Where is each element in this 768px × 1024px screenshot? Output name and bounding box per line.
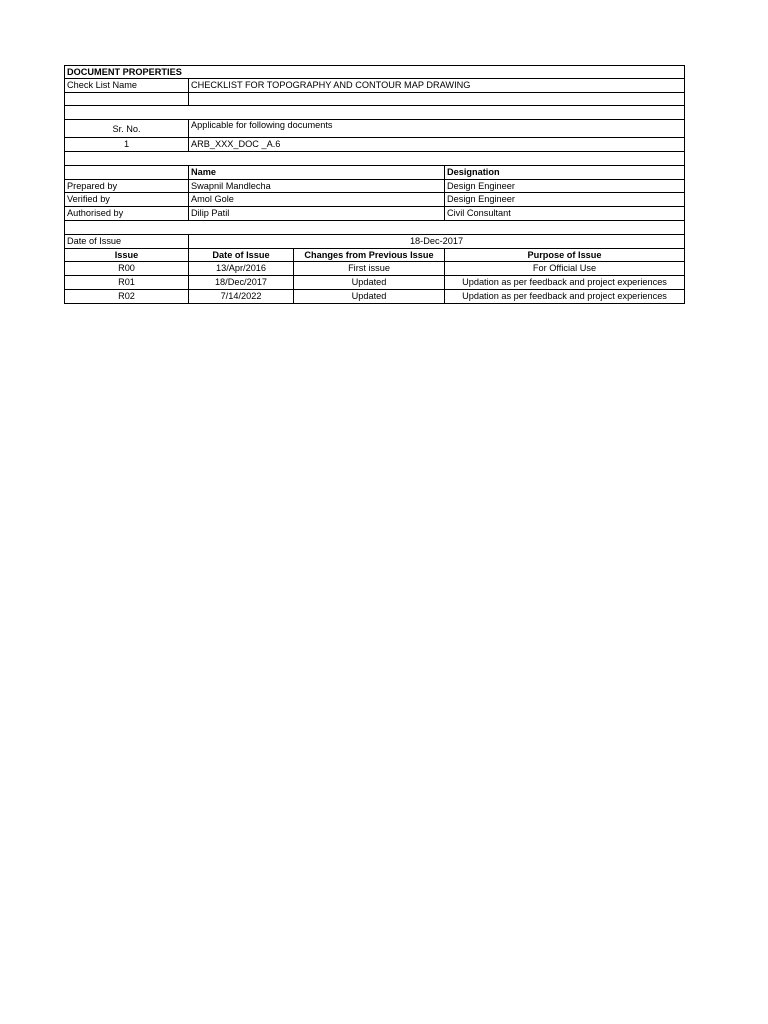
issue-changes: Updated bbox=[294, 290, 445, 304]
issue-header: Issue bbox=[64, 249, 189, 263]
issue-date: 13/Apr/2016 bbox=[189, 262, 294, 276]
spacer-cell bbox=[64, 152, 685, 166]
check-list-value: CHECKLIST FOR TOPOGRAPHY AND CONTOUR MAP DRAWING bbox=[189, 79, 685, 93]
issue-row bbox=[64, 290, 685, 304]
issue-changes: Updated bbox=[294, 276, 445, 290]
signatory-name: Dilip Patil bbox=[189, 207, 445, 221]
sr-no-label: Sr. No. bbox=[64, 120, 189, 138]
date-of-issue-row bbox=[64, 235, 685, 249]
document-code: ARB_XXX_DOC _A.6 bbox=[189, 138, 685, 152]
issue-purpose: Updation as per feedback and project experiences bbox=[445, 290, 685, 304]
signatory-designation: Design Engineer bbox=[445, 180, 685, 194]
issue-date: 18/Dec/2017 bbox=[189, 276, 294, 290]
signatory-role: Authorised by bbox=[64, 207, 189, 221]
blank-row bbox=[64, 93, 685, 107]
signatory-role: Verified by bbox=[64, 193, 189, 207]
purpose-header: Purpose of Issue bbox=[445, 249, 685, 263]
signatory-name: Amol Gole bbox=[189, 193, 445, 207]
issue-number: R00 bbox=[64, 262, 189, 276]
signatory-row bbox=[64, 193, 685, 207]
changes-header: Changes from Previous Issue bbox=[294, 249, 445, 263]
blank-cell bbox=[64, 93, 189, 107]
applicable-label: Applicable for following documents bbox=[189, 120, 685, 138]
signatory-row bbox=[64, 180, 685, 194]
spacer-row bbox=[64, 106, 685, 120]
spacer-cell bbox=[64, 106, 685, 120]
designation-header: Designation bbox=[445, 166, 685, 180]
issue-date-header: Date of Issue bbox=[189, 249, 294, 263]
spacer-cell bbox=[64, 221, 685, 235]
issue-changes: First issue bbox=[294, 262, 445, 276]
sr-no-value: 1 bbox=[64, 138, 189, 152]
signatory-designation: Design Engineer bbox=[445, 193, 685, 207]
issue-row bbox=[64, 262, 685, 276]
issue-number: R02 bbox=[64, 290, 189, 304]
sr-no-value-row bbox=[64, 138, 685, 152]
role-header-cell bbox=[64, 166, 189, 180]
signatories-header-row bbox=[64, 166, 685, 180]
issue-date: 7/14/2022 bbox=[189, 290, 294, 304]
check-list-row bbox=[64, 79, 685, 93]
issue-row bbox=[64, 276, 685, 290]
document-properties-heading: DOCUMENT PROPERTIES bbox=[64, 65, 685, 79]
spacer-row bbox=[64, 152, 685, 166]
issue-purpose: For Official Use bbox=[445, 262, 685, 276]
spacer-row bbox=[64, 221, 685, 235]
issue-purpose: Updation as per feedback and project experiences bbox=[445, 276, 685, 290]
signatory-row bbox=[64, 207, 685, 221]
heading-row bbox=[64, 65, 685, 79]
issue-header-row bbox=[64, 249, 685, 263]
signatory-name: Swapnil Mandlecha bbox=[189, 180, 445, 194]
date-of-issue-label: Date of Issue bbox=[64, 235, 189, 249]
date-of-issue-value: 18-Dec-2017 bbox=[189, 235, 685, 249]
sr-no-header-row bbox=[64, 120, 685, 138]
check-list-label: Check List Name bbox=[64, 79, 189, 93]
signatory-role: Prepared by bbox=[64, 180, 189, 194]
issue-number: R01 bbox=[64, 276, 189, 290]
blank-cell bbox=[189, 93, 685, 107]
document-properties-sheet bbox=[64, 65, 685, 304]
signatory-designation: Civil Consultant bbox=[445, 207, 685, 221]
name-header: Name bbox=[189, 166, 445, 180]
